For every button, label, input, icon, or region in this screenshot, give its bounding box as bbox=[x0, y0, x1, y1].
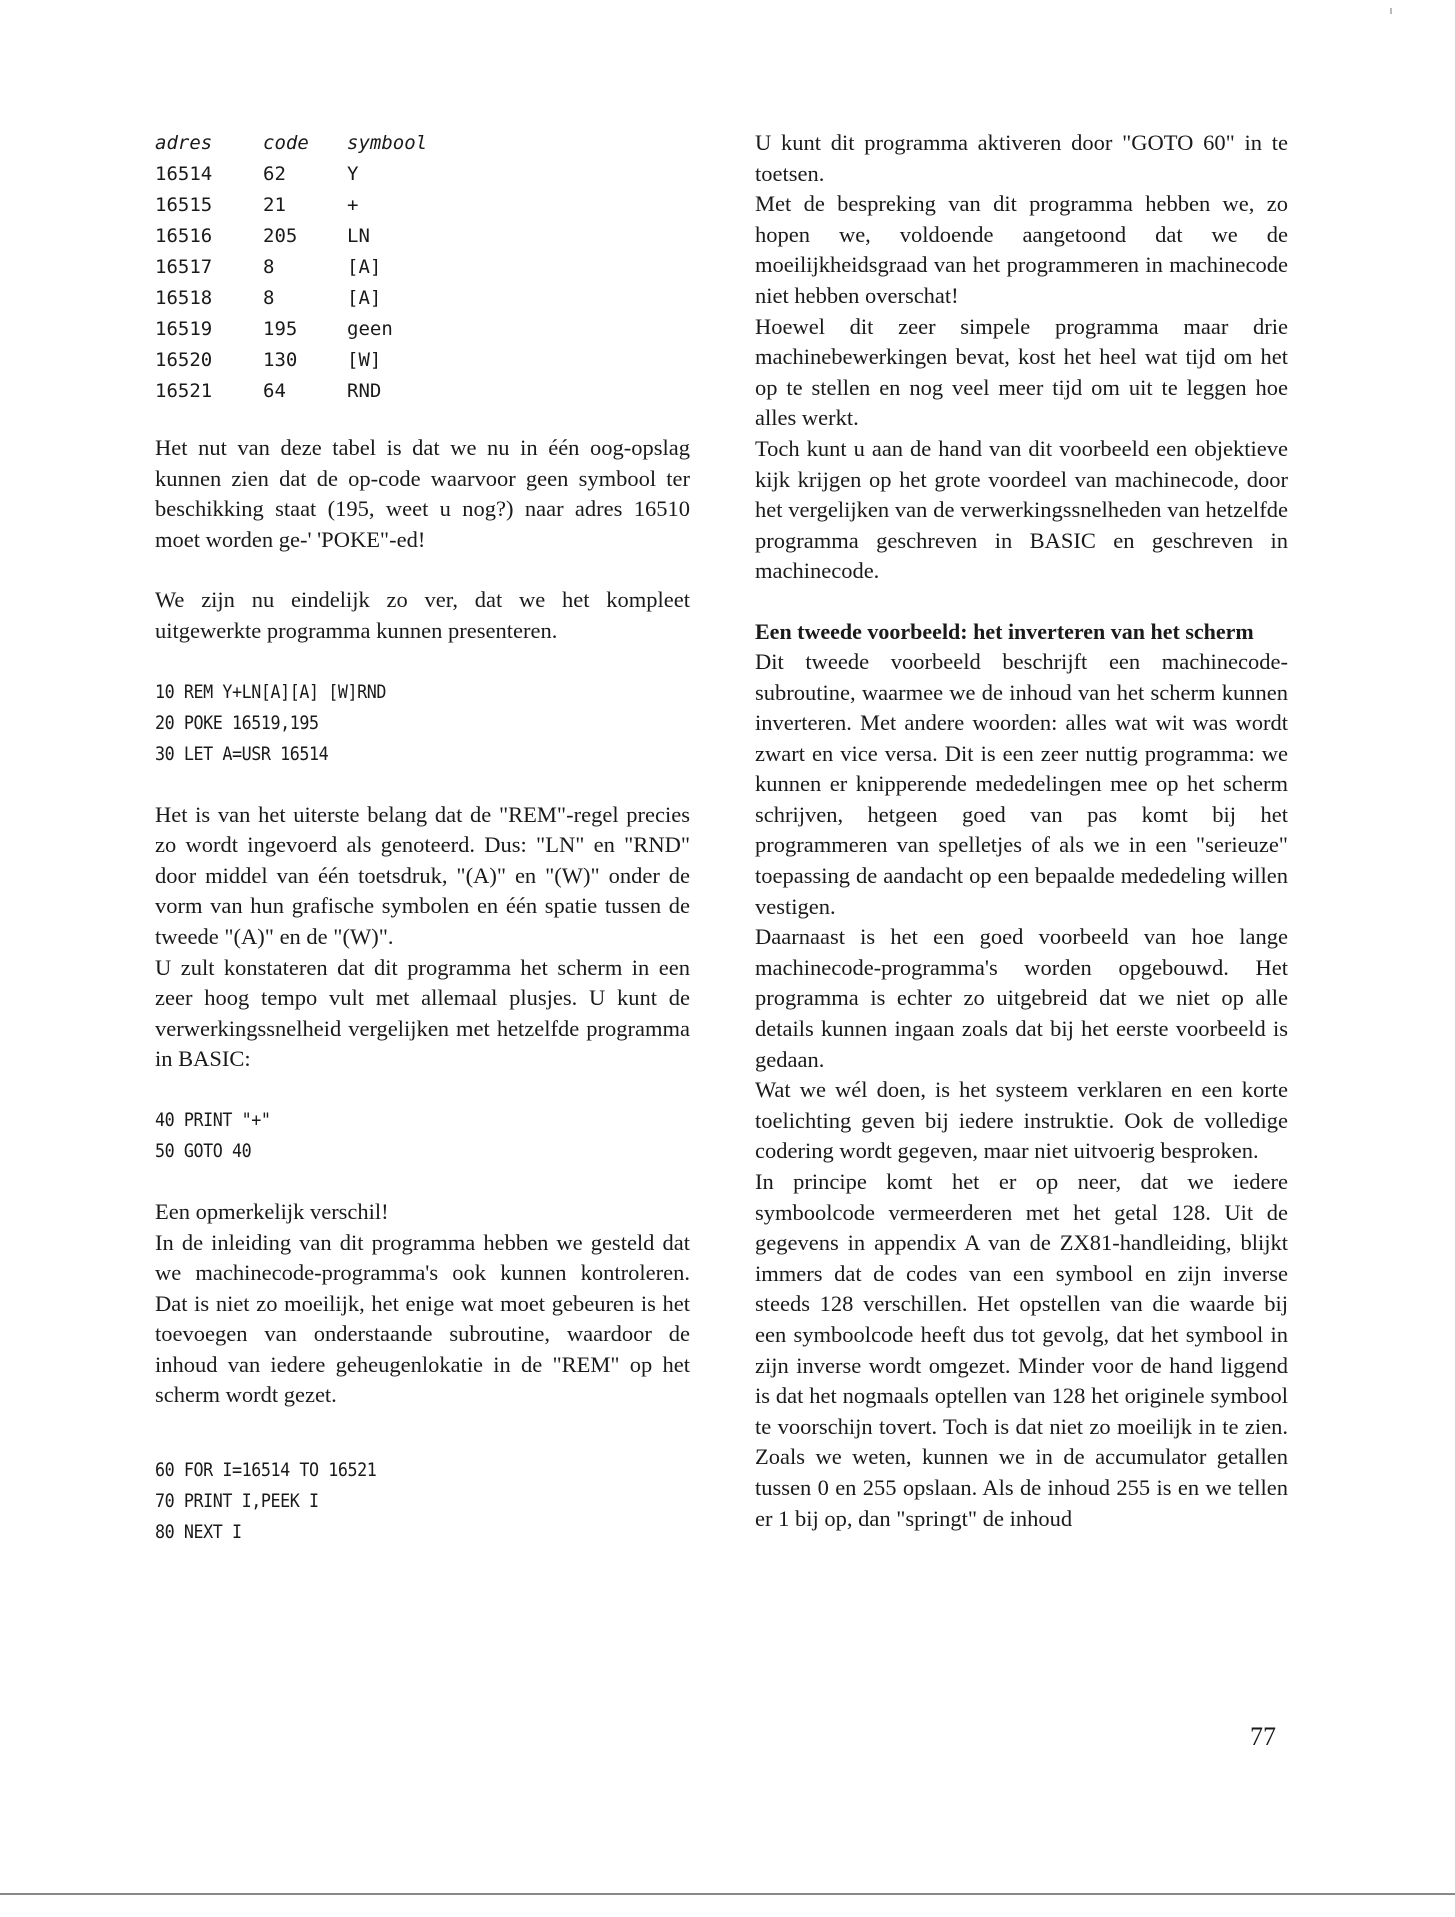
cell-code: 205 bbox=[263, 225, 298, 247]
section-heading: Een tweede voorbeeld: het inverteren van het scherm bbox=[755, 618, 1254, 644]
cell-code: 8 bbox=[263, 256, 275, 278]
paragraph: Dit tweede voorbeeld beschrijft een machinecode-subroutine, waarmee we de inhoud van het scherm kunnen inverteren. Met andere woorden: alles wat wit was wordt zwart en vice versa. Dit is een zeer nuttig programma: we kunnen er knipperende mededelingen mee op het scherm schrijven, hetgeen goed van pas komt bij het programmeren van spelletjes of als we in een "serieuze" toepassing de aandacht op een bepaalde mededeling willen vestigen. bbox=[755, 648, 1288, 919]
paragraph: U zult konstateren dat dit programma het scherm in een zeer hoog tempo vult met allemaal plusjes. U kunt de verwerkingssnelheid vergelijken met hetzelfde programma in BASIC: bbox=[155, 954, 690, 1072]
table-row bbox=[155, 345, 427, 376]
table-row bbox=[155, 314, 427, 345]
cell-code: 8 bbox=[263, 287, 275, 309]
cell-symbool: Y bbox=[347, 163, 359, 185]
paragraph: In principe komt het er op neer, dat we iedere symboolcode vermeerderen met het getal 128. Uit de gegevens in appendix A van de ZX81-handleiding, blijkt immers dat de codes van een symbool en zijn inverse steeds 128 verschillen. Het opstellen van die waarde bij een symboolcode heeft dus tot gevolg, dat het symbool in zijn inverse wordt omgezet. Minder voor de hand liggend is dat het nogmaals optellen van 128 het originele symbool te voorschijn tovert. Toch is dat niet zo moeilijk in te zien. Zoals we weten, kunnen we in de accumulator getallen tussen 0 en 255 opslaan. Als de inhoud 255 is en we tellen er 1 bij op, dan "springt" de inhoud bbox=[755, 1169, 1288, 1531]
table-row bbox=[155, 159, 427, 190]
paragraph: Een opmerkelijk verschil! bbox=[155, 1198, 389, 1224]
table-row bbox=[155, 252, 427, 283]
paragraph: U kunt dit programma aktiveren door "GOTO 60" in te toetsen. bbox=[755, 130, 1288, 186]
page-number: 77 bbox=[1250, 1722, 1276, 1751]
cell-code: 21 bbox=[263, 194, 286, 216]
table-row bbox=[155, 283, 427, 314]
bottom-edge-rule bbox=[0, 1893, 1455, 1895]
paragraph: Daarnaast is het een goed voorbeeld van hoe lange machinecode-programma's worden opgebouwd. Het programma is echter zo uitgebreid dat we niet op alle details kunnen ingaan zoals dat bij het eerste voorbeeld is gedaan. bbox=[755, 924, 1288, 1072]
paragraph: We zijn nu eindelijk zo ver, dat we het kompleet uitgewerkte programma kunnen presenteren. bbox=[155, 587, 690, 643]
right-column bbox=[755, 128, 1288, 1534]
cell-code: 64 bbox=[263, 380, 286, 402]
symbol-table bbox=[155, 128, 427, 407]
paragraph: Het is van het uiterste belang dat de "REM"-regel precies zo wordt ingevoerd als genoteerd. Dus: "LN" en "RND" door middel van één toetsdruk, "(A)" en "(W)" onder de vorm van hun grafische symbolen en één spatie tussen de tweede "(A)" en de "(W)". bbox=[155, 801, 690, 949]
cell-symbool: [A] bbox=[347, 256, 382, 278]
paragraph: Het nut van deze tabel is dat we nu in één oog-opslag kunnen zien dat de op-code waarvoor geen symbool ter beschikking staat (195, weet u nog?) naar adres 16510 moet worden ge-' 'POKE"-ed! bbox=[155, 435, 690, 552]
cell-code: 130 bbox=[263, 349, 298, 371]
cell-adres: 16521 bbox=[155, 380, 213, 402]
cell-symbool: [A] bbox=[347, 287, 382, 309]
table-row bbox=[155, 221, 427, 252]
cell-adres: 16515 bbox=[155, 194, 213, 216]
paragraph: Wat we wél doen, is het systeem verklaren en een korte toelichting geven bij iedere instruktie. Ook de volledige codering wordt gegeven, maar niet uitvoerig besproken. bbox=[755, 1077, 1288, 1164]
table-row bbox=[155, 376, 427, 407]
code-listing: 60 FOR I=16514 TO 16521 70 PRINT I,PEEK I 80 NEXT I bbox=[155, 1459, 377, 1544]
left-column bbox=[155, 128, 690, 1548]
cell-symbool: + bbox=[347, 194, 359, 216]
column-header-symbool: symbool bbox=[347, 132, 428, 154]
cell-adres: 16518 bbox=[155, 287, 213, 309]
scan-mark bbox=[1390, 8, 1392, 14]
table-header-row bbox=[155, 128, 427, 159]
code-listing: 40 PRINT "+" 50 GOTO 40 bbox=[155, 1108, 271, 1162]
cell-symbool: LN bbox=[347, 225, 370, 247]
cell-code: 62 bbox=[263, 163, 286, 185]
column-header-adres: adres bbox=[155, 132, 213, 154]
cell-adres: 16514 bbox=[155, 163, 213, 185]
paragraph: In de inleiding van dit programma hebben we gesteld dat we machinecode-programma's ook kunnen kontroleren. Dat is niet zo moeilijk, het enige wat moet gebeuren is het toevoegen van onderstaande subroutine, waardoor de inhoud van iedere geheugenlokatie in de "REM" op het scherm wordt gezet. bbox=[155, 1229, 690, 1408]
cell-code: 195 bbox=[263, 318, 298, 340]
code-listing: 10 REM Y+LN[A][A] [W]RND 20 POKE 16519,195 30 LET A=USR 16514 bbox=[155, 680, 387, 765]
cell-symbool: [W] bbox=[347, 349, 382, 371]
paragraph: Met de bespreking van dit programma hebben we, zo hopen we, voldoende aangetoond dat we de moeilijkheidsgraad van het programmeren in machinecode niet hebben overschat! bbox=[755, 191, 1288, 308]
column-header-code: code bbox=[263, 132, 309, 154]
cell-adres: 16519 bbox=[155, 318, 213, 340]
cell-symbool: RND bbox=[347, 380, 382, 402]
cell-adres: 16517 bbox=[155, 256, 213, 278]
cell-adres: 16520 bbox=[155, 349, 213, 371]
cell-symbool: geen bbox=[347, 318, 393, 340]
paragraph: Toch kunt u aan de hand van dit voorbeeld een objektieve kijk krijgen op het grote voordeel van machinecode, door het vergelijken van de verwerkingssnelheden van hetzelfde programma geschreven in BASIC en geschreven in machinecode. bbox=[755, 435, 1288, 584]
table-row bbox=[155, 190, 427, 221]
cell-adres: 16516 bbox=[155, 225, 213, 247]
paragraph: Hoewel dit zeer simpele programma maar drie machinebewerkingen bevat, kost het heel wat tijd om het op te stellen en nog veel meer tijd om uit te leggen hoe alles werkt. bbox=[755, 313, 1288, 431]
